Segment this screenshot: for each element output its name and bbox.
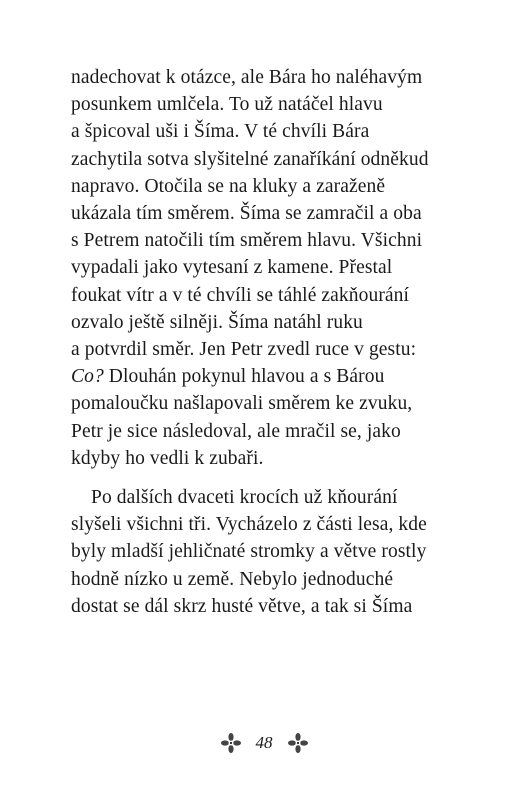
flower-icon: [220, 732, 242, 754]
text-line: pomaloučku našlapovali směrem ke zvuku,: [71, 393, 413, 415]
text-line: posunkem umlčela. To už natáčel hlavu: [71, 94, 383, 116]
text-line: ozvalo ještě silněji. Šíma natáhl ruku: [71, 311, 363, 333]
page-body: [71, 64, 471, 620]
text-line: napravo. Otočila se na kluky a zaraženě: [71, 175, 386, 197]
text-line: nadechovat k otázce, ale Bára ho naléhavým: [71, 67, 423, 88]
text-line: a potvrdil směr. Jen Petr zvedl ruce v gestu:: [71, 339, 417, 361]
text-line: zachytila sotva slyšitelné zanaříkání odněkud: [71, 148, 429, 170]
text-line: vypadali jako vytesaní z kamene. Přestal: [71, 257, 393, 279]
text-line: foukat vítr a v té chvíli se táhlé zakňourání: [71, 284, 410, 306]
page-number: 48: [255, 733, 273, 752]
text-line: s Petrem natočili tím směrem hlavu. Všichni: [71, 230, 423, 252]
paragraph-gap: [71, 472, 471, 484]
text-line-rest: Dlouhán pokynul hlavou a s Bárou: [108, 366, 385, 388]
text-line: [71, 363, 471, 390]
text-line: Po dalších dvaceti krocích už kňourání: [91, 487, 398, 509]
italic-word: Co?: [71, 366, 104, 388]
text-line: Petr je sice následoval, ale mračil se, jako: [71, 420, 401, 442]
page-footer: [0, 732, 528, 754]
text-line: slyšeli všichni tři. Vycházelo z části lesa, kde: [71, 514, 427, 536]
text-line: byly mladší jehličnaté stromky a větve rostly: [71, 541, 427, 563]
flower-icon: [287, 732, 309, 754]
text-line: a špicoval uši i Šíma. V té chvíli Bára: [71, 121, 370, 143]
text-line: dostat se dál skrz husté větve, a tak si Šíma: [71, 595, 413, 617]
text-line: ukázala tím směrem. Šíma se zamračil a oba: [71, 203, 422, 225]
text-line: hodně nízko u země. Nebylo jednoduché: [71, 568, 394, 590]
text-line: kdyby ho vedli k zubaři.: [71, 447, 264, 469]
